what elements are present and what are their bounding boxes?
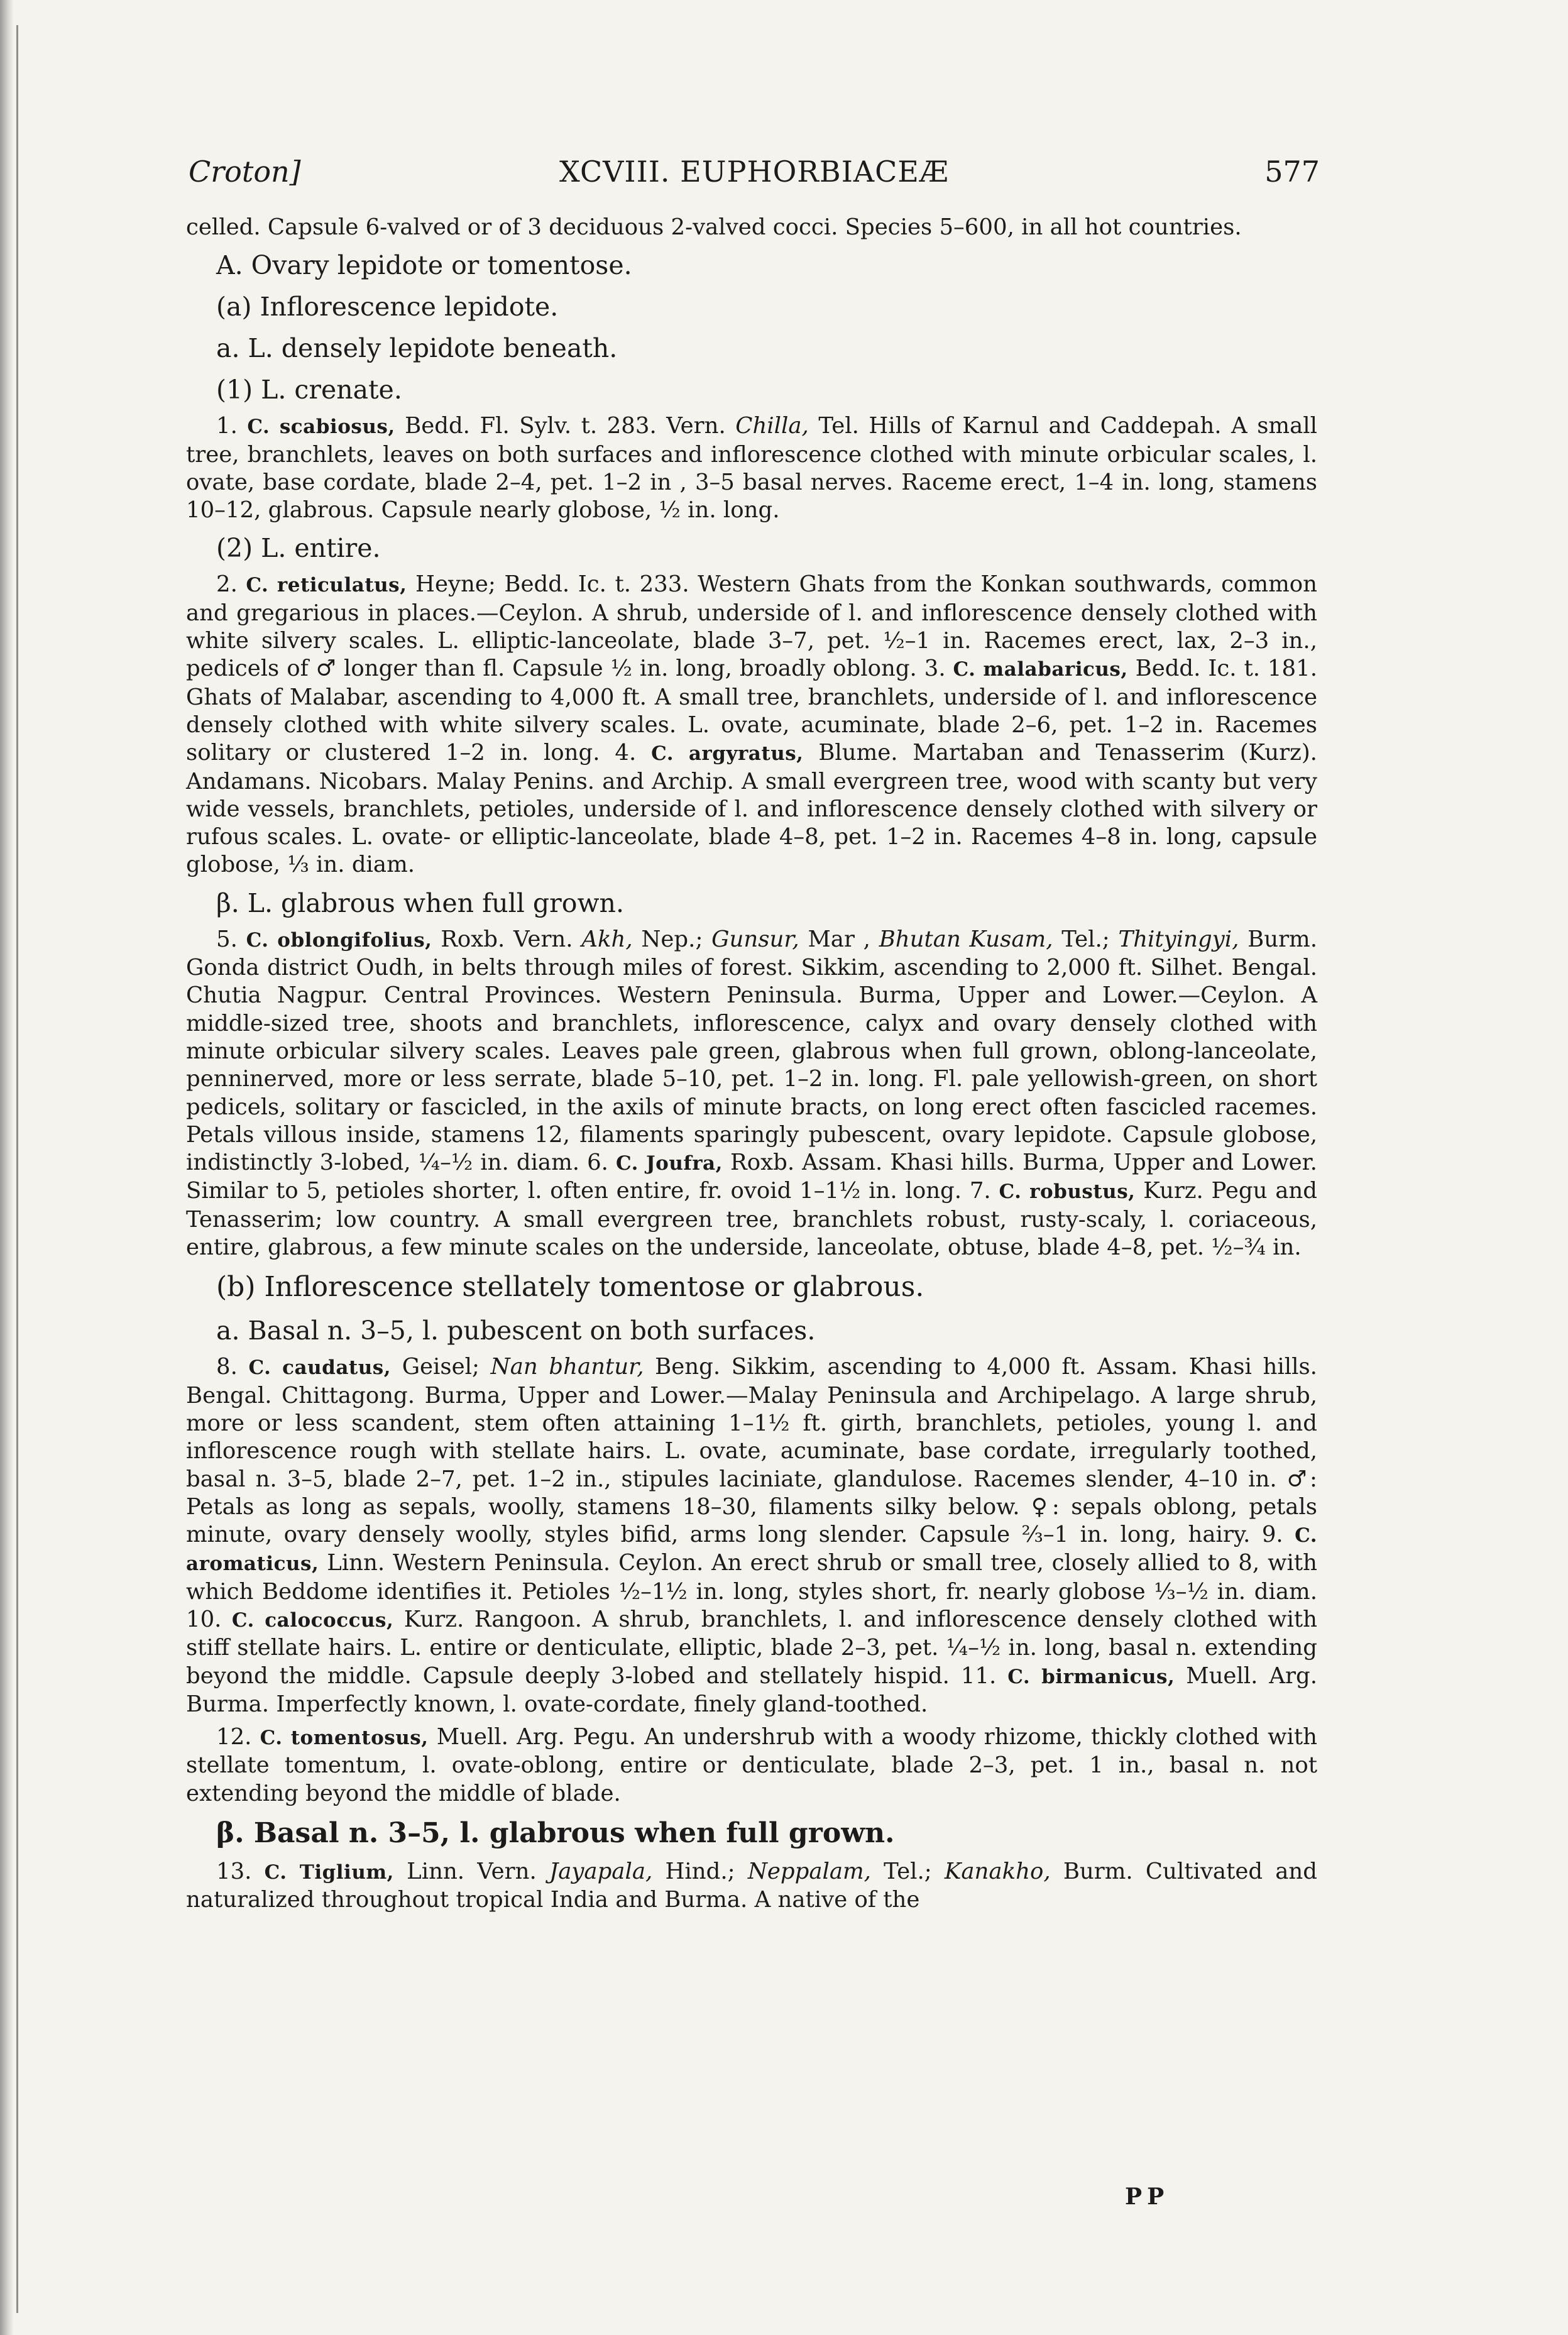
key-alpha-lepidote: a. L. densely lepidote beneath. — [216, 333, 618, 364]
species-name: C. birmanicus, — [1007, 1665, 1175, 1688]
key-crenate: (1) L. crenate. — [216, 375, 402, 405]
vernacular-name: Bhutan Kusam, — [879, 926, 1053, 952]
species-text: Muell. Arg. Pegu. An undershrub with a woody rhizome, thickly clothed with stellate tomentum, l. ovate-oblong, entire or denticulate, blade 2–3, pet. 1 in., basal n. not extending beyond the middle of blade. — [186, 1724, 1317, 1806]
page-edge — [0, 0, 14, 2335]
species-number: 10. — [186, 1606, 222, 1632]
vernacular-name: Thityingyi, — [1118, 926, 1239, 952]
species-text: Linn. Vern. — [407, 1859, 537, 1885]
species-text: Bedd. Ic. t. 181. Ghats of Malabar, ascending to 4,000 ft. A small tree, branchlets, underside of l. and inflorescence densely clothed with white silvery scales. L. ovate, acuminate, blade 2–6, pet. 1–2 in. Racemes solitary or clustered 1–2 in. long. — [186, 656, 1317, 766]
species-number: 1. — [216, 413, 238, 439]
signature-mark: PP — [1125, 2184, 1170, 2210]
species-text: Tel. Hills of Karnul and Caddepah. A small tree, branchlets, leaves on both surfaces and inflorescence clothed with minute orbicular scales, l. ovate, base cordate, blade 2–4, pet. 1–2 in , 3–5 basal nerves. Raceme erect, 1–4 in. long, stamens 10–12, glabrous. Capsule nearly globose, ½ in. long. — [186, 413, 1317, 524]
species-text: Geisel; — [402, 1354, 480, 1380]
species-number: 7. — [969, 1178, 991, 1204]
running-head — [189, 150, 1320, 194]
key-beta-basal-glabrous: β. Basal n. 3–5, l. glabrous when full grown. — [216, 1817, 895, 1850]
vernacular-name: Neppalam, — [747, 1859, 871, 1885]
species-name: C. caudatus, — [248, 1356, 392, 1380]
vernacular-name: Nan bhantur, — [490, 1354, 644, 1380]
species-text: Blume. Martaban and Tenasserim (Kurz). Andamans. Nicobars. Malay Penins. and Archip. A small evergreen tree, wood with scanty but very wide vessels, branchlets, petioles, underside of l. and inflorescence densely clothed with silvery or rufous scales. L. ovate- or elliptic-lanceolate, blade 4–8, pet. 1–2 in. Racemes 4–8 in. long, capsule globose, ⅓ in. diam. — [186, 740, 1317, 878]
vernacular-name: Chilla, — [735, 413, 809, 439]
key-b-stellate: (b) Inflorescence stellately tomentose or glabrous. — [216, 1271, 924, 1304]
vernacular-name: Jayapala, — [549, 1859, 653, 1885]
page-edge-line — [16, 25, 18, 2313]
species-name: C. Joufra, — [616, 1152, 723, 1175]
species-number: 3. — [924, 656, 946, 682]
intro-paragraph: celled. Capsule 6-valved or of 3 deciduous 2-valved cocci. Species 5–600, in all hot countries. — [186, 214, 1242, 240]
genus-label: Croton] — [189, 155, 301, 189]
species-text: Bedd. Fl. Sylv. t. 283. Vern. — [405, 413, 726, 439]
key-alpha-pubescent: a. Basal n. 3–5, l. pubescent on both surfaces. — [216, 1316, 816, 1346]
species-name: C. calococcus, — [231, 1608, 394, 1632]
species-entry — [186, 1723, 1317, 1808]
species-entry — [186, 412, 1317, 524]
chapter-title: XCVIII. EUPHORBIACEÆ — [559, 155, 949, 189]
key-entire: (2) L. entire. — [216, 533, 381, 564]
species-text: Nep.; — [641, 926, 703, 952]
key-beta-glabrous: β. L. glabrous when full grown. — [216, 887, 624, 918]
species-number: 11. — [960, 1662, 997, 1689]
species-name: C. scabiosus, — [247, 415, 395, 439]
species-text: Hind.; — [665, 1859, 735, 1885]
species-number: 8. — [216, 1354, 238, 1380]
species-number: 12. — [216, 1724, 252, 1750]
species-number: 6. — [587, 1150, 608, 1176]
vernacular-name: Gunsur, — [711, 926, 799, 952]
species-name: C. aromaticus, — [186, 1524, 1317, 1576]
species-entry — [186, 926, 1317, 1262]
species-name: C. argyratus, — [651, 742, 804, 766]
species-text: Beng. Sikkim, ascending to 4,000 ft. Assam. Khasi hills. Bengal. Chittagong. Burma, Upper and Lower.—Malay Peninsula and Archipelago. A large shrub, more or less scandent, stem often attaining 1–1½ ft. girth, branchlets, petioles, young l. and inflorescence rough with stellate hairs. L. ovate, acuminate, base cordate, irregularly toothed, basal n. 3–5, blade 2–7, pet. 1–2 in., stipules laciniate, glandulose. Racemes slender, 4–10 in. ♂: Petals as long as sepals, woolly, stamens 18–30, filaments silky below. ♀: sepals oblong, petals minute, ovary densely woolly, styles bifid, arms long slender. Capsule ⅔–1 in. long, hairy. — [186, 1354, 1317, 1548]
species-name: C. oblongifolius, — [246, 928, 432, 952]
species-text: Roxb. Assam. Khasi hills. Burma, Upper and Lower. Similar to 5, petioles shorter, l. often entire, fr. ovoid 1–1½ in. long. — [186, 1150, 1317, 1204]
species-text: Kurz. Pegu and Tenasserim; low country. A small evergreen tree, branchlets robust, rusty-scaly, l. coriaceous, entire, glabrous, a few minute scales on the underside, lanceolate, obtuse, blade 4–8, pet. ½–¾ in. — [186, 1178, 1317, 1261]
species-name: C. robustus, — [999, 1180, 1136, 1204]
species-text: Tel.; — [884, 1859, 932, 1885]
page-body — [186, 214, 1317, 1920]
species-entry — [186, 571, 1317, 879]
species-text: Heyne; Bedd. Ic. t. 233. Western Ghats from the Konkan southwards, common and gregarious in places.—Ceylon. A shrub, underside of l. and inflorescence densely clothed with white silvery scales. L. elliptic-lanceolate, blade 3–7, pet. ½–1 in. Racemes erect, lax, 2–3 in., pedicels of ♂ longer than fl. Capsule ½ in. long, broadly oblong. — [186, 571, 1317, 682]
species-number: 2. — [216, 571, 238, 598]
species-text: Muell. Arg. Burma. Imperfectly known, l. ovate-cordate, finely gland-toothed. — [186, 1662, 1317, 1717]
species-number: 5. — [216, 926, 238, 952]
species-name: C. reticulatus, — [246, 574, 407, 597]
page-number: 577 — [1264, 155, 1320, 189]
species-name: C. tomentosus, — [260, 1727, 429, 1750]
species-text: Burm. Gonda district Oudh, in belts through miles of forest. Sikkim, ascending to 2,000 ft. Silhet. Bengal. Chutia Nagpur. Central Provinces. Western Peninsula. Burma, Upper and Lower.—Ceylon. A middle-sized tree, shoots and branchlets, inflorescence, calyx and ovary densely clothed with minute orbicular silvery scales. Leaves pale green, glabrous when full grown, oblong-lanceolate, penninerved, more or less serrate, blade 5–10, pet. 1–2 in. long. Fl. pale yellowish-green, on short pedicels, solitary or fascicled, in the axils of minute bracts, on long erect often fascicled racemes. Petals villous inside, stamens 12, filaments sparingly pubescent, ovary lepidote. Capsule globose, indistinctly 3-lobed, ¼–½ in. diam. — [186, 926, 1317, 1176]
species-text: Kurz. Rangoon. A shrub, branchlets, l. and inflorescence densely clothed with stiff stellate hairs. L. entire or denticulate, elliptic, blade 2–3, pet. ¼–½ in. long, basal n. extending beyond the middle. Capsule deeply 3-lobed and stellately hispid. — [186, 1606, 1317, 1689]
species-text: Linn. Western Peninsula. Ceylon. An erect shrub or small tree, closely allied to 8, with which Beddome identifies it. Petioles ½–1½ in. long, styles short, fr. nearly globose ⅓–½ in. diam. — [186, 1550, 1317, 1605]
species-text: Roxb. Vern. — [441, 926, 573, 952]
species-entry — [186, 1353, 1317, 1718]
vernacular-name: Kanakho, — [944, 1859, 1051, 1885]
species-entry — [186, 1858, 1317, 1915]
species-name: C. Tiglium, — [264, 1861, 394, 1884]
species-number: 9. — [1261, 1522, 1283, 1548]
key-inflorescence-lepidote: (a) Inflorescence lepidote. — [216, 292, 559, 322]
species-number: 4. — [615, 740, 637, 766]
species-text: Burm. Cultivated and naturalized throughout tropical India and Burma. A native of the — [186, 1859, 1318, 1913]
vernacular-name: Akh, — [581, 926, 633, 952]
key-a-ovary: A. Ovary lepidote or tomentose. — [216, 250, 632, 281]
species-text: Tel.; — [1061, 926, 1110, 952]
species-name: C. malabaricus, — [953, 658, 1128, 681]
species-number: 13. — [216, 1859, 252, 1885]
species-text: Mar , — [808, 926, 870, 952]
